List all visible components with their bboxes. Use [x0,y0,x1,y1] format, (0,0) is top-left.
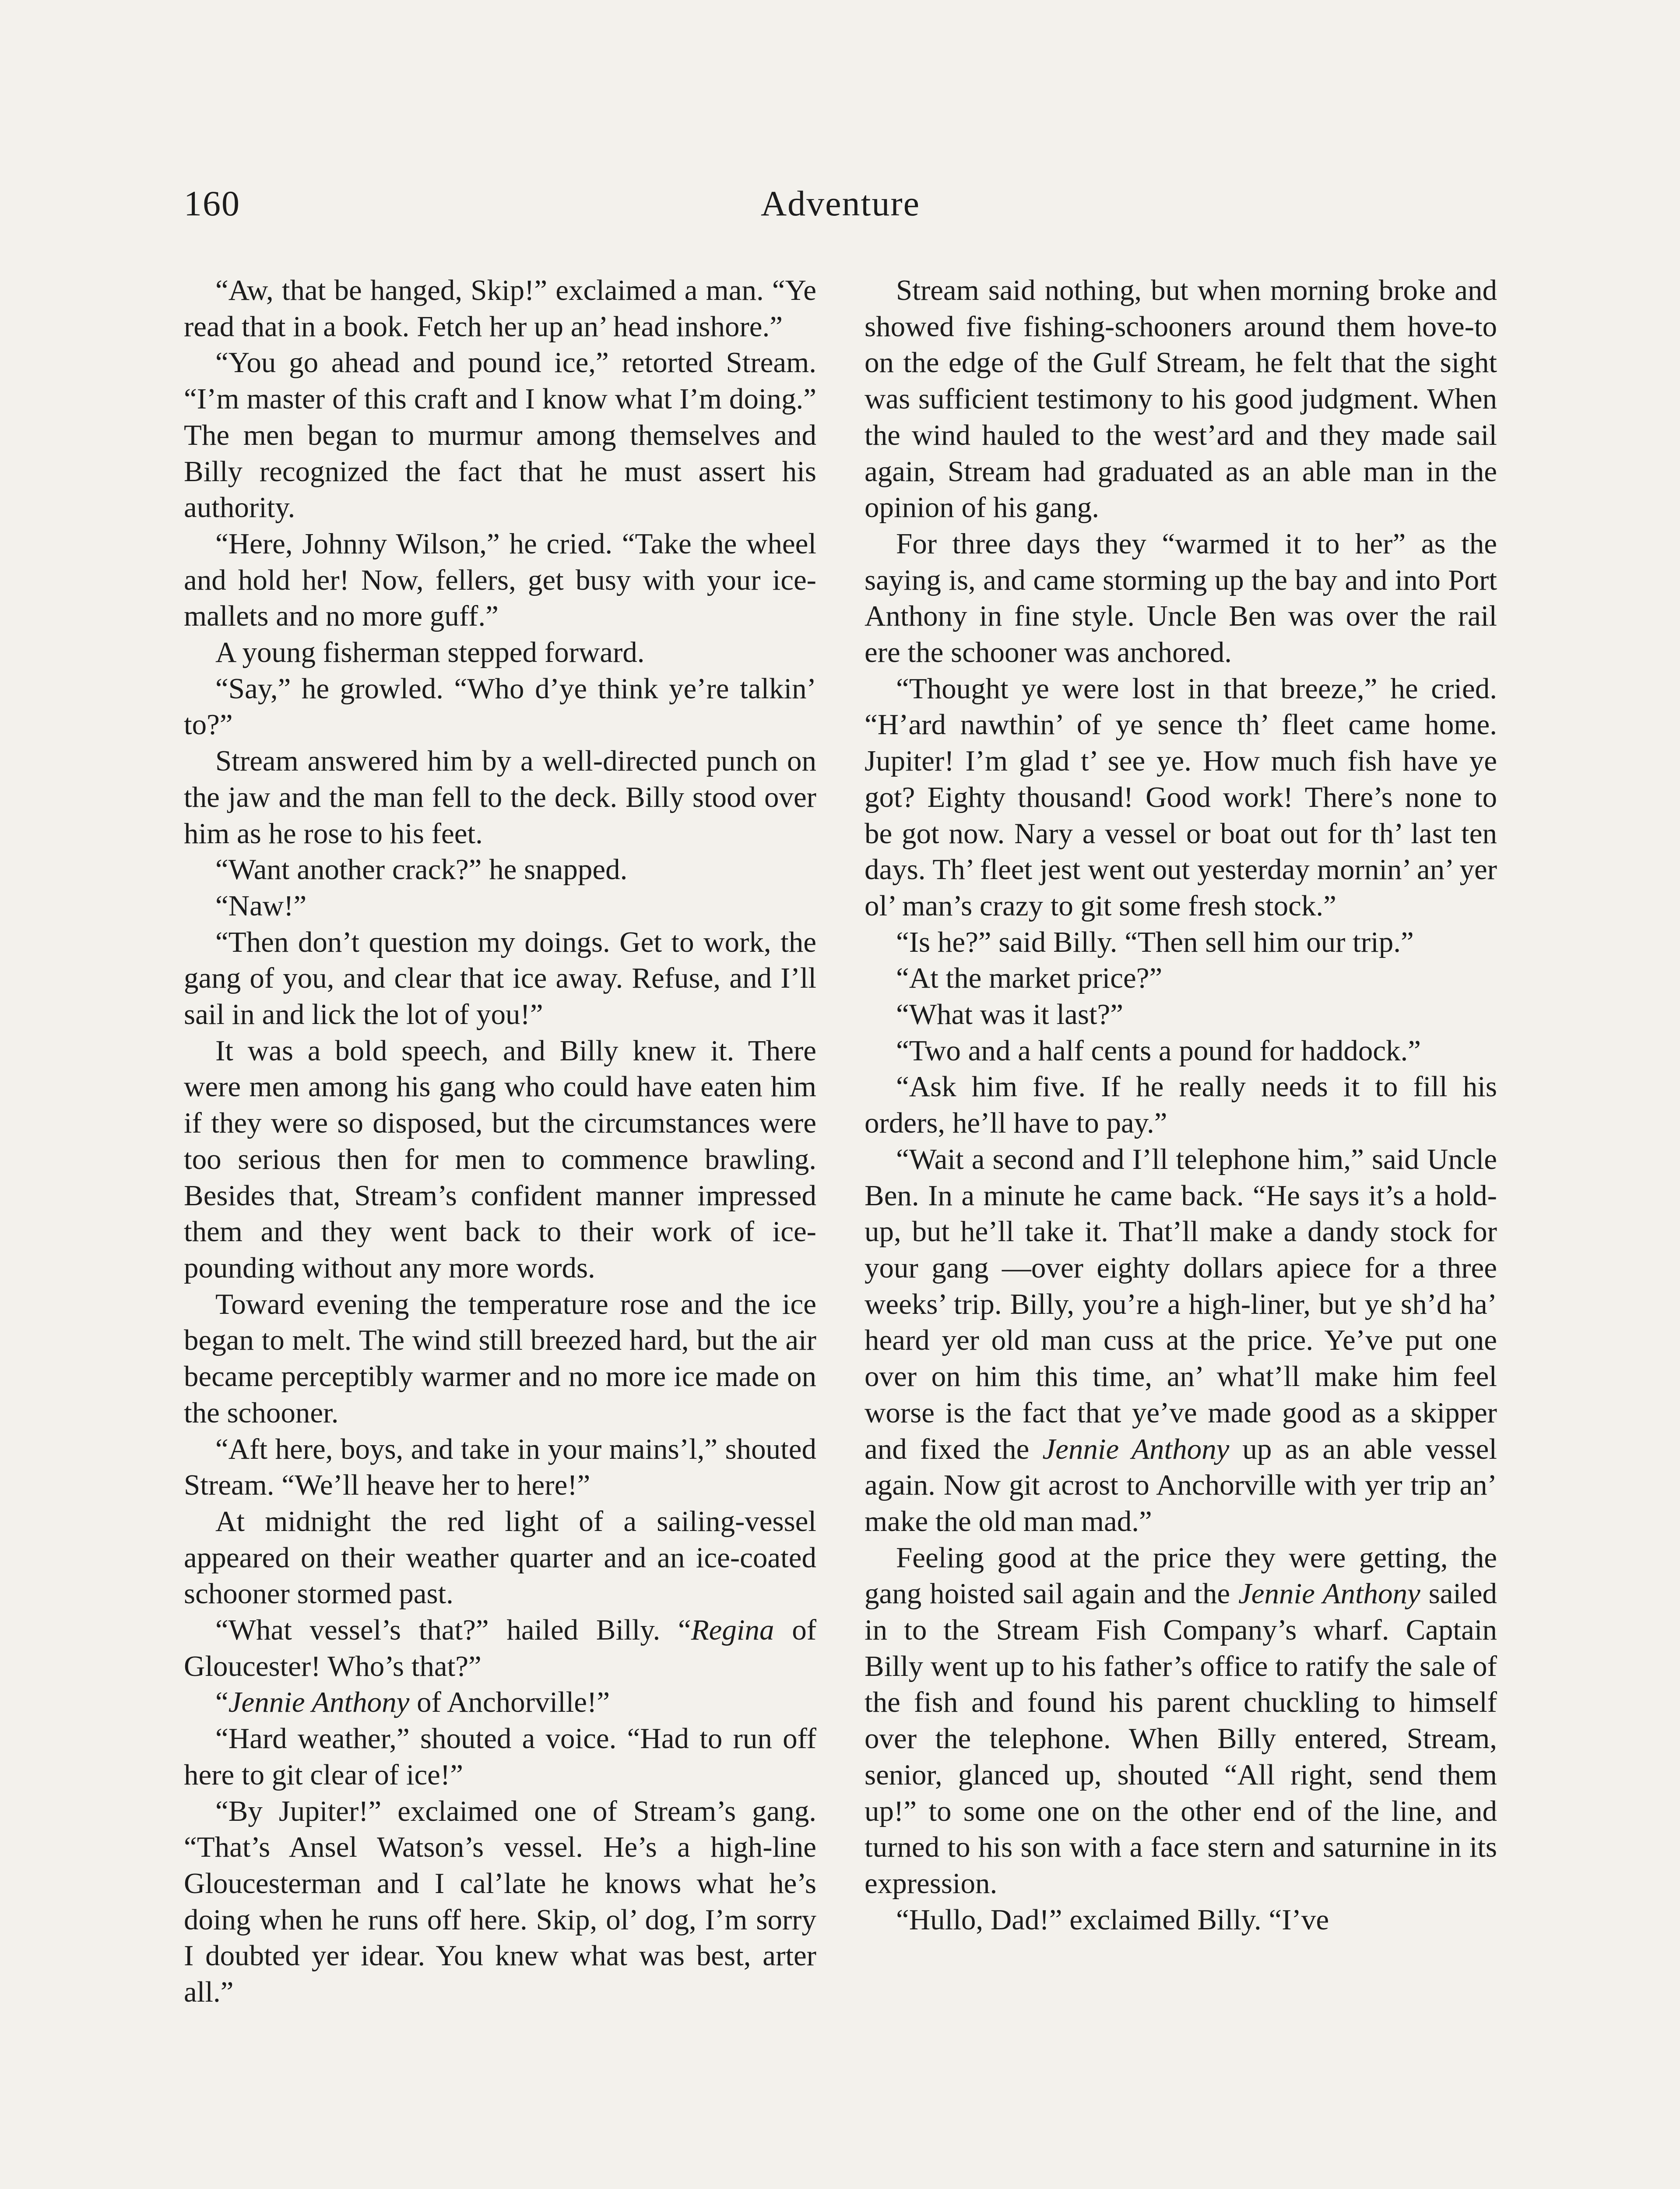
text-run: “What vessel’s that?” hailed Billy. “ [215,1614,691,1647]
paragraph: “Aft here, boys, and take in your mains’l,” shouted Stream. “We’ll heave her to here!” [184,1432,816,1502]
paragraph: “Aw, that be hanged, Skip!” exclaimed a man. “Ye read that in a book. Fetch her up an’ head inshore.” [184,274,816,343]
paragraph-feeling-good [865,1540,1497,1902]
paragraph: “Two and a half cents a pound for haddock.” [896,1034,1421,1067]
paragraph: “Want another crack?” he snapped. [215,853,628,886]
paragraph: “Hard weather,” shouted a voice. “Had to run off here to git clear of ice!” [184,1722,816,1791]
text-run: sailed in to the Stream Fish Company’s wharf. Captain Billy went up to his father’s office to ratify the sale of the fish and found his parent chuckling to himself over the telephone. When Billy entered, Stream, senior, glanced up, shouted “All right, send them up!” to some one on the other end of the line, and turned to his son with a face stern and saturnine in its expression. [865,1577,1497,1900]
running-header [184,177,1497,234]
text-run: of Gloucester! Who’s that?” [184,1614,816,1682]
paragraph: “Thought ye were lost in that breeze,” he cried. “H’ard nawthin’ of ye sence th’ fleet came home. Jupiter! I’m glad t’ see ye. How much fish have ye got? Eighty thousand! Good work! There’s none to be got now. Nary a vessel or boat out for th’ last ten days. Th’ fleet jest went out yesterday mornin’ an’ yer ol’ man’s crazy to git some fresh stock.” [865,672,1497,922]
paragraph: Toward evening the temperature rose and the ice began to melt. The wind still breezed hard, but the air became perceptibly warmer and no more ice made on the schooner. [184,1288,816,1429]
paragraph-jennie [184,1684,816,1721]
paragraph: It was a bold speech, and Billy knew it. There were men among his gang who could have eaten him if they were so disposed, but the circumstances were too serious then for men to commence brawling. Besides that, Stream’s confident manner impressed them and they went back to their work of ice-pounding without any more words. [184,1034,816,1284]
paragraph: At midnight the red light of a sailing-vessel appeared on their weather quarter and an ice-coated schooner stormed past. [184,1505,816,1610]
text-run: up as an able vessel again. Now git acrost to Anchorville with yer trip an’ make the old man mad.” [865,1432,1497,1538]
paragraph: Stream answered him by a well-directed punch on the jaw and the man fell to the deck. Billy stood over him as he rose to his feet. [184,745,816,850]
vessel-name-italic: Jennie Anthony [1042,1432,1230,1465]
vessel-name-italic: Regina [691,1614,774,1647]
text-run: of Anchorville!” [409,1686,610,1719]
paragraph: “Naw!” [215,889,307,922]
left-text-column [184,272,816,2189]
paragraph: Stream said nothing, but when morning broke and showed five fishing-schooners around them hove-to on the edge of the Gulf Stream, he felt that the sight was sufficient testimony to his good judgment. When the wind hauled to the west’ard and they made sail again, Stream had graduated as an able man in the opinion of his gang. [865,274,1497,524]
paragraph-regina [184,1612,816,1684]
text-run: “ [215,1686,228,1719]
paragraph: “Ask him five. If he really needs it to fill his orders, he’ll have to pay.” [865,1070,1497,1140]
paragraph: “At the market price?” [896,962,1163,995]
running-title: Adventure [760,183,921,223]
paragraph: “Here, Johnny Wilson,” he cried. “Take the wheel and hold her! Now, fellers, get busy with your ice-mallets and no more guff.” [184,527,816,633]
page-number: 160 [184,183,240,223]
paragraph: “You go ahead and pound ice,” retorted Stream. “I’m master of this craft and I know what I’m doing.” The men began to murmur among themselves and Billy recognized the fact that he must assert his authority. [184,346,816,524]
vessel-name-italic: Jennie Anthony [1238,1577,1420,1610]
text-run: Feeling good at the price they were getting, the gang hoisted sail again and the [865,1541,1497,1610]
paragraph: “Say,” he growled. “Who d’ye think ye’re talkin’ to?” [184,672,816,741]
paragraph: “Is he?” said Billy. “Then sell him our trip.” [896,926,1414,958]
vessel-name-italic: Jennie Anthony [228,1686,410,1719]
text-run: “Wait a second and I’ll telephone him,” said Uncle Ben. In a minute he came back. “He says it’s a hold-up, but he’ll take it. That’ll make a dandy stock for your gang —over eighty dollars apiece for a three weeks’ trip. Billy, you’re a high-liner, but ye sh’d ha’ heard yer old man cuss at the price. Ye’ve put one over on him this time, an’ what’ll make him feel worse is the fact that ye’ve made good as a skipper and fixed the [865,1143,1497,1465]
paragraph: “What was it last?” [896,998,1124,1031]
right-text-column [865,272,1497,2189]
paragraph: A young fisherman stepped forward. [215,636,645,669]
paragraph: “By Jupiter!” exclaimed one of Stream’s gang. “That’s Ansel Watson’s vessel. He’s a high-line Gloucesterman and I cal’late he knows what he’s doing when he runs off here. Skip, ol’ dog, I’m sorry I doubted yer idear. You knew what was best, arter all.” [184,1795,816,2009]
paragraph-uncle-ben [865,1141,1497,1540]
paragraph-last: “Hullo, Dad!” exclaimed Billy. “I’ve [896,1903,1329,1936]
paragraph: “Then don’t question my doings. Get to work, the gang of you, and clear that ice away. Refuse, and I’ll sail in and lick the lot of you!” [184,926,816,1031]
paragraph: For three days they “warmed it to her” as the saying is, and came storming up the bay and into Port Anthony in fine style. Uncle Ben was over the rail ere the schooner was anchored. [865,527,1497,669]
